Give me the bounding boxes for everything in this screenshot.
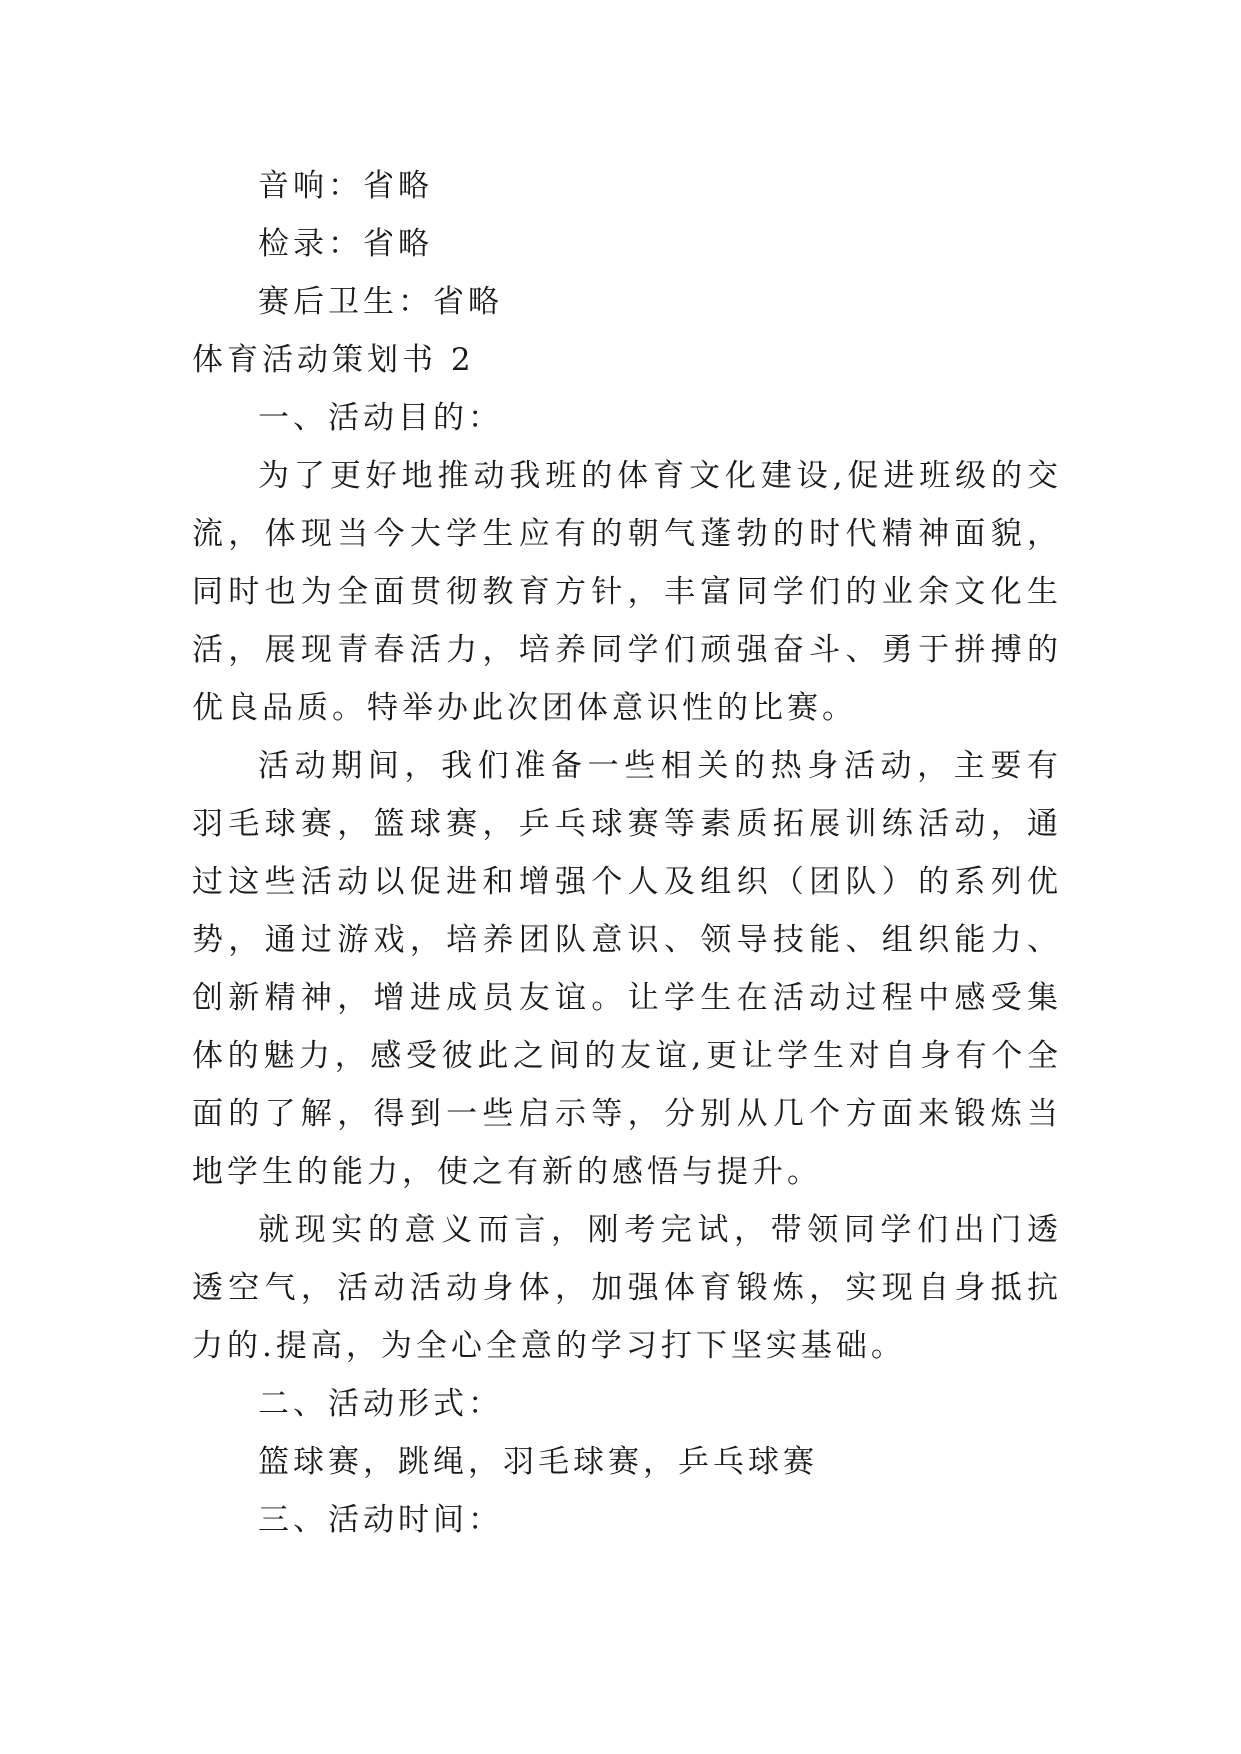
document-body: [192, 157, 1062, 1549]
section2-body: 篮球赛，跳绳，羽毛球赛，乒乓球赛: [258, 1444, 818, 1480]
line-cleanup: 赛后卫生：省略: [258, 284, 503, 320]
paragraph-activities: 活动期间，我们准备一些相关的热身活动，主要有羽毛球赛，篮球赛，乒乓球赛等素质拓展训练活动，通过这些活动以促进和增强个人及组织（团队）的系列优势，通过游戏，培养团队意识、领导技能、组织能力、创新精神，增进成员友谊。让学生在活动过程中感受集体的魅力，感受彼此之间的友谊,更让学生对自身有个全面的了解，得到一些启示等，分别从几个方面来锻炼当地学生的能力，使之有新的感悟与提升。: [192, 748, 1062, 1190]
section1-heading: 一、活动目的：: [258, 400, 503, 436]
paragraph-significance: 就现实的意义而言，刚考完试，带领同学们出门透透空气，活动活动身体，加强体育锻炼，实现自身抵抗力的.提高，为全心全意的学习打下坚实基础。: [192, 1212, 1062, 1364]
paragraph-purpose: 为了更好地推动我班的体育文化建设,促进班级的交流，体现当今大学生应有的朝气蓬勃的时代精神面貌，同时也为全面贯彻教育方针，丰富同学们的业余文化生活，展现青春活力，培养同学们顽强奋斗、勇于拼搏的优良品质。特举办此次团体意识性的比赛。: [192, 458, 1062, 726]
section-title: 体育活动策划书 2: [192, 342, 475, 378]
section3-heading: 三、活动时间：: [258, 1502, 503, 1538]
line-checkin: 检录：省略: [258, 226, 433, 262]
line-audio: 音响：省略: [258, 168, 433, 204]
section2-heading: 二、活动形式：: [258, 1386, 503, 1422]
